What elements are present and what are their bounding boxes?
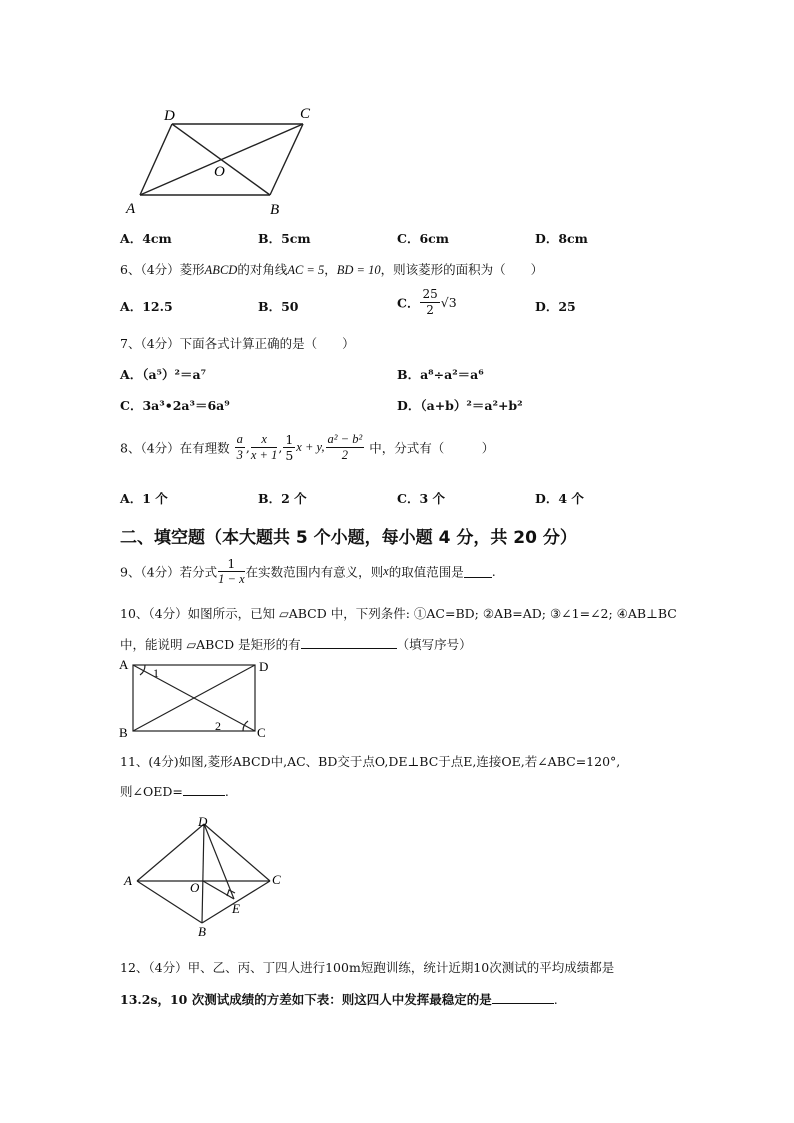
q6-comma: ， <box>324 262 337 277</box>
q12-line-1: 12、（4分）甲、乙、丙、丁四人进行100m短跑训练，统计近期10次测试的平均成绩都是 <box>120 960 615 975</box>
q6-text-a: 菱形 <box>179 262 205 277</box>
rect-angle-2: 2 <box>215 719 221 733</box>
q6-option-a: A．12.5 <box>120 299 173 314</box>
q6-option-d: D．25 <box>535 299 576 314</box>
rect-label-A: A <box>119 657 129 672</box>
q9-answer-blank[interactable] <box>464 565 492 578</box>
q9-text-c: 的取值范围是 <box>388 564 464 580</box>
q9-end: . <box>491 564 496 579</box>
q6-option-c-fraction <box>420 287 439 318</box>
q6-option-b: B．50 <box>258 299 299 314</box>
q8-option-c: C．3 个 <box>397 491 445 506</box>
q9-var: x <box>383 564 389 578</box>
q8-option-a: A．1 个 <box>120 491 168 506</box>
q8-f4-num: a² − b² <box>327 432 363 446</box>
q10-line-2 <box>120 635 472 653</box>
q8-option-b: B．2 个 <box>258 491 307 506</box>
q5-option-a: A．4cm <box>120 231 172 246</box>
q8-f1-den: 3 <box>236 448 243 462</box>
rhombus-label-D: D <box>198 814 208 829</box>
q8-f1-num: a <box>236 432 243 446</box>
rect-label-C: C <box>257 725 266 740</box>
q6-c-num: 25 <box>422 287 438 301</box>
q6-bd: BD = 10 <box>336 263 381 277</box>
label-O: O <box>214 164 225 180</box>
q11-line-2-b: . <box>224 784 229 799</box>
q5-option-b: B．5cm <box>258 231 311 246</box>
q7-question: 7、（4分）下面各式计算正确的是（ ） <box>120 336 355 351</box>
q8-question: 8、（4分）在有理数 $\frac{a}{3}$ , $\frac{x}{x + 1}$ , $\frac{1}{5}$ x + y, $\frac{\text{a² − b²}}{2}$ 中，分式有（ ） <box>120 432 495 463</box>
q11-line-2 <box>120 782 229 800</box>
q6-abcd: ABCD <box>204 263 238 277</box>
q8-f3-num: 1 <box>285 432 294 447</box>
section-heading: 二、填空题（本大题共 5 个小题，每小题 4 分，共 20 分） <box>120 528 577 548</box>
q8-fraction-2 <box>251 432 277 463</box>
q9-fraction <box>218 556 244 587</box>
rect-label-D: D <box>259 659 269 674</box>
q8-f2-num: x <box>251 432 277 448</box>
q12-line-2-a: 13.2s，10 次测试成绩的方差如下表：则这四人中发挥最稳定的是 <box>120 992 492 1007</box>
q8-text-b: 中，分式有（ ） <box>369 440 495 456</box>
q7-option-b: B．a⁸÷a²＝a⁶ <box>397 367 484 382</box>
q8-f3-tail: x + y, <box>296 440 325 454</box>
q6-option-c <box>397 287 457 318</box>
rhombus-label-E: E <box>232 901 240 916</box>
label-B: B <box>270 202 280 218</box>
q8-f2-den: x + 1 <box>250 448 278 462</box>
q6-text-c: ，则该菱形的面积为（ ） <box>380 262 544 277</box>
q12-line-2-b: . <box>553 992 558 1007</box>
rhombus-label-O: O <box>190 880 200 895</box>
q10-answer-blank[interactable] <box>301 636 397 649</box>
q6-text-b: 的对角线 <box>237 262 288 277</box>
q9-f-den: 1 − x <box>218 572 245 586</box>
q5-option-d: D．8cm <box>535 231 588 246</box>
q10-line-2-b: （填写序号） <box>396 637 472 652</box>
q8-fraction-1 <box>235 432 245 463</box>
q5-parallelogram-figure <box>120 95 320 220</box>
q12-answer-blank[interactable] <box>492 991 554 1004</box>
rhombus-label-A: A <box>124 873 132 888</box>
label-C: C <box>300 106 311 122</box>
q11-line-1: 11、(4分)如图,菱形ABCD中,AC、BD交于点O,DE⊥BC于点E,连接OE,若∠ABC=120°, <box>120 754 621 769</box>
q6-option-c-prefix: C． <box>397 295 420 311</box>
q6-option-c-root: √3 <box>440 295 457 310</box>
rect-label-B: B <box>119 725 128 740</box>
q8-f3-den: 5 <box>285 448 294 463</box>
rhombus-label-B: B <box>198 924 206 939</box>
q10-rectangle-figure <box>115 655 275 740</box>
q5-option-c: C．6cm <box>397 231 449 246</box>
q9-text-b: 在实数范围内有意义，则 <box>245 564 384 580</box>
label-A: A <box>126 201 136 217</box>
q6-c-den: 2 <box>426 303 434 317</box>
q11-line-2-a: 则∠OED= <box>120 784 183 799</box>
q9-text-a: 9、（4分）若分式 <box>120 564 218 580</box>
q11-answer-blank[interactable] <box>183 783 225 796</box>
q6-ac: AC = 5 <box>287 263 325 277</box>
label-D: D <box>164 108 175 124</box>
q7-option-d: D．（a+b）²＝a²+b² <box>397 398 523 413</box>
q8-f4-den: 2 <box>341 448 348 462</box>
rect-angle-1: 1 <box>153 666 159 680</box>
q9-f-num: 1 <box>218 556 244 572</box>
q9-question <box>120 556 496 587</box>
q6-question <box>120 260 543 278</box>
q7-option-a: A．（a⁵）²＝a⁷ <box>120 367 207 382</box>
q8-text-a: 8、（4分）在有理数 <box>120 440 230 456</box>
q8-fraction-3 <box>283 432 295 463</box>
q12-line-2 <box>120 990 558 1008</box>
q6-number: 6、（4分） <box>120 262 180 277</box>
q8-option-d: D．4 个 <box>535 491 584 506</box>
q8-fraction-4 <box>326 432 365 463</box>
rhombus-label-C: C <box>272 872 281 887</box>
q10-line-1: 10、（4分）如图所示，已知 ▱ABCD 中，下列条件: ①AC=BD; ②AB=AD; ③∠1=∠2; ④AB⊥BC <box>120 606 677 621</box>
q11-rhombus-figure <box>120 812 300 940</box>
q7-option-c: C．3a³•2a³＝6a⁹ <box>120 398 230 413</box>
q10-line-2-a: 中，能说明 ▱ABCD 是矩形的有 <box>120 637 301 652</box>
